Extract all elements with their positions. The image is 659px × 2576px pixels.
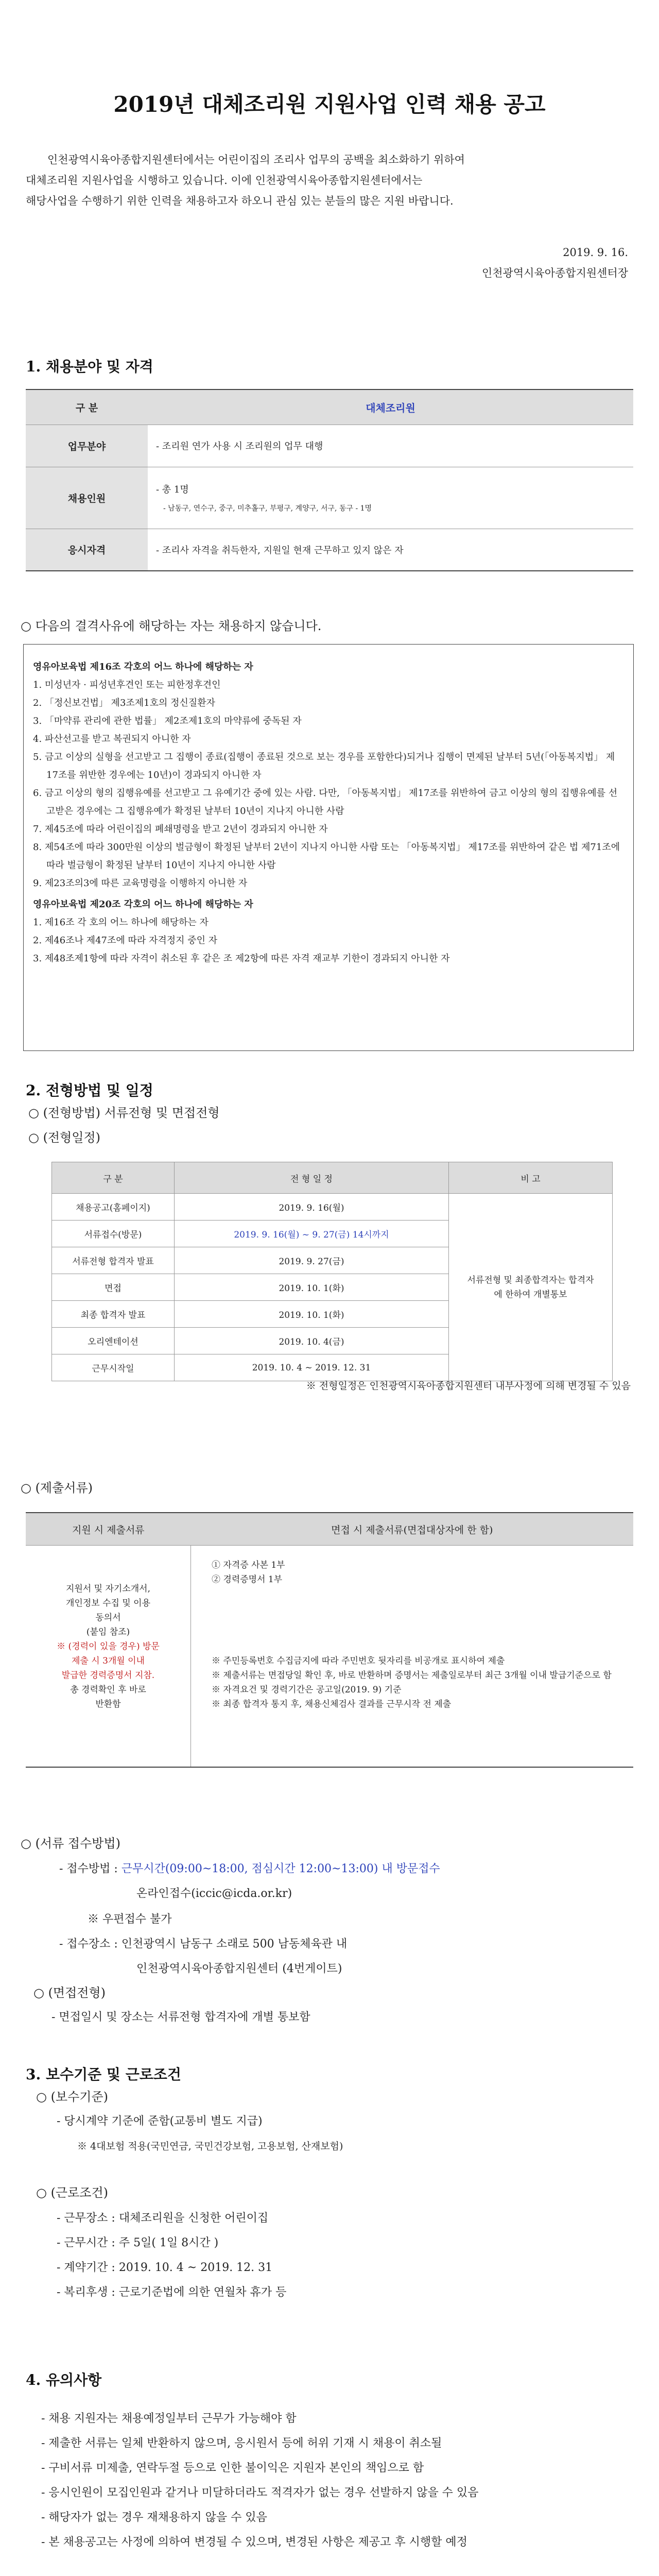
schedule-item: 근무시작일 xyxy=(52,1354,175,1381)
row-label: 업무분야 xyxy=(26,425,148,467)
schedule-date: 2019. 9. 27(금) xyxy=(175,1247,449,1274)
doc-line: ① 자격증 사본 1부 xyxy=(212,1560,285,1570)
schedule-item: 최종 합격자 발표 xyxy=(52,1301,175,1328)
receipt-method-value: 근무시간(09:00~18:00, 점심시간 12:00~13:00) 내 방문접수 xyxy=(121,1862,440,1875)
documents-heading: ○ (제출서류) xyxy=(21,1481,93,1495)
condition-item: - 근무장소 : 대체조리원을 신청한 어린이집 xyxy=(57,2212,269,2225)
column-header: 면접 시 제출서류(면접대상자에 한 함) xyxy=(191,1513,634,1546)
receipt-mail-note: ※ 우편접수 불가 xyxy=(88,1913,172,1926)
caution-item: - 제출한 서류는 일체 반환하지 않으며, 응시원서 등에 허위 기재 시 채용이 취소될 xyxy=(41,2437,442,2450)
pay-heading: ○ (보수기준) xyxy=(36,2090,109,2104)
receipt-method xyxy=(59,1859,440,1879)
schedule-date: 2019. 10. 4(금) xyxy=(175,1328,449,1354)
section-2-title: 2. 전형방법 및 일정 xyxy=(26,1082,153,1099)
list-item: 3. 제48조제1항에 따라 자격이 취소된 후 같은 조 제2항에 따른 자격 재교부 기한이 경과되지 아니한 자 xyxy=(33,953,450,964)
table-row xyxy=(26,1546,633,1767)
caution-item: - 구비서류 미제출, 연락두절 등으로 인한 불이익은 지원자 본인의 책임으로 함 xyxy=(41,2462,424,2475)
issue-date: 2019. 9. 16. xyxy=(563,246,628,259)
row-value: 대체조리원 xyxy=(148,389,633,425)
doc-warning: 발급한 경력증명서 지참. xyxy=(61,1670,155,1681)
law-heading: 영유아보육법 제16조 각호의 어느 하나에 해당하는 자 xyxy=(33,662,253,672)
list-item: 8. 제54조에 따라 300만원 이상의 벌금형이 확정된 날부터 2년이 지나지 아니한 사람 또는 「아동복지법」 제17조를 위반하여 같은 법 제71조에 따라 벌금형이 확정된 날부터 10년이 지나지 아니한 사람 xyxy=(33,842,620,871)
receipt-email: 온라인접수(iccic@icda.or.kr) xyxy=(136,1887,292,1900)
table-row xyxy=(26,425,633,467)
caution-item: - 응시인원이 모집인원과 같거나 미달하더라도 적격자가 없는 경우 선발하지 않을 수 있음 xyxy=(41,2486,479,2499)
intro-line: 대체조리원 지원사업을 시행하고 있습니다. 이에 인천광역시육아종합지원센터에서는 xyxy=(26,174,423,187)
schedule-item: 서류접수(방문) xyxy=(52,1221,175,1247)
row-label: 채용인원 xyxy=(26,467,148,529)
receipt-place-2: 인천광역시육아종합지원센터 (4번게이트) xyxy=(136,1962,342,1975)
law-heading: 영유아보육법 제20조 각호의 어느 하나에 해당하는 자 xyxy=(33,899,253,910)
doc-line: 총 경력확인 후 바로 xyxy=(70,1685,146,1695)
schedule-note: 서류전형 및 최종합격자는 합격자에 한하여 개별통보 xyxy=(449,1194,613,1381)
row-detail: - 남동구, 연수구, 중구, 미추홀구, 부평구, 계양구, 서구, 동구 - 1명 xyxy=(163,504,372,513)
issue-block xyxy=(482,242,628,283)
table-header-row xyxy=(26,1513,633,1546)
disqualification-list xyxy=(33,658,625,968)
list-item: 1. 미성년자 · 피성년후견인 또는 피한정후견인 xyxy=(33,680,221,690)
doc-line: 개인정보 수집 및 이용 xyxy=(65,1598,150,1608)
list-item: 6. 금고 이상의 형의 집행유예를 선고받고 그 유예기간 중에 있는 사람. 다만, 「아동복지법」 제17조를 위반하여 금고 이상의 형의 집행유예를 선고받은 경우에는 그 집행유예가 확정된 날부터 10년이 지나지 아니한 사람 xyxy=(33,788,618,817)
disqualification-heading: ○ 다음의 결격사유에 해당하는 자는 채용하지 않습니다. xyxy=(21,619,322,633)
schedule-date: 2019. 10. 1(화) xyxy=(175,1274,449,1301)
schedule-table xyxy=(51,1162,613,1381)
issuer: 인천광역시육아종합지원센터장 xyxy=(481,267,628,279)
list-item: 5. 금고 이상의 실형을 선고받고 그 집행이 종료(집행이 종료된 것으로 보는 경우를 포함한다)되거나 집행이 면제된 날부터 5년(「아동복지법」 제17조를 위반한 경우에는 10년)이 경과되지 아니한 자 xyxy=(33,752,615,781)
page-title: 2019년 대체조리원 지원사업 인력 채용 공고 xyxy=(113,92,546,117)
condition-item: - 복리후생 : 근로기준법에 의한 연월차 휴가 등 xyxy=(57,2286,287,2299)
table-row xyxy=(26,529,633,571)
schedule-item: 채용공고(홈페이지) xyxy=(52,1194,175,1221)
doc-note: ※ 주민등록번호 수집금지에 따라 주민번호 뒷자리를 비공개로 표시하여 제출 xyxy=(212,1656,505,1666)
row-label: 구 분 xyxy=(26,389,148,425)
list-item: 7. 제45조에 따라 어린이집의 폐쇄명령을 받고 2년이 경과되지 아니한 자 xyxy=(33,824,328,835)
doc-note: ※ 최종 합격자 통지 후, 채용신체검사 결과를 근무시작 전 제출 xyxy=(212,1699,452,1709)
doc-warning: ※ (경력이 있을 경우) 방문 xyxy=(57,1641,160,1652)
interview-documents xyxy=(191,1546,634,1767)
disqualification-box xyxy=(23,644,634,1051)
row-value: - 총 1명 xyxy=(156,484,189,495)
schedule-date: 2019. 10. 1(화) xyxy=(175,1301,449,1328)
doc-note: ※ 자격요건 및 경력기간은 공고일(2019. 9) 기준 xyxy=(212,1685,402,1695)
pay-info: - 당시계약 기준에 준함(교통비 별도 지급) xyxy=(57,2115,263,2128)
doc-line: 반환함 xyxy=(95,1699,121,1709)
schedule-date: 2019. 9. 16(월) ~ 9. 27(금) 14시까지 xyxy=(175,1221,449,1247)
intro-line: 해당사업을 수행하기 위한 인력을 채용하고자 하오니 관심 있는 분들의 많은 지원 바랍니다. xyxy=(26,195,454,207)
doc-warning: 제출 시 3개월 이내 xyxy=(72,1656,145,1666)
doc-line: 동의서 xyxy=(95,1613,121,1623)
table-header-row xyxy=(52,1162,613,1194)
schedule-date: 2019. 9. 16(월) xyxy=(175,1194,449,1221)
recruit-table xyxy=(26,389,633,571)
row-value: - 조리원 연가 사용 시 조리원의 업무 대행 xyxy=(148,425,633,467)
receipt-heading: ○ (서류 접수방법) xyxy=(21,1836,121,1851)
section-4-title: 4. 유의사항 xyxy=(26,2371,102,2388)
list-item: 2. 「정신보건법」 제3조제1호의 정신질환자 xyxy=(33,698,216,708)
list-item: 2. 제46조나 제47조에 따라 자격정지 중인 자 xyxy=(33,935,218,946)
row-label: 응시자격 xyxy=(26,529,148,571)
doc-line: ② 경력증명서 1부 xyxy=(212,1574,283,1585)
column-header: 비 고 xyxy=(449,1162,613,1194)
column-header: 구 분 xyxy=(52,1162,175,1194)
screening-method: ○ (전형방법) 서류전형 및 면접전형 xyxy=(28,1106,220,1120)
schedule-item: 서류전형 합격자 발표 xyxy=(52,1247,175,1274)
schedule-item: 오리엔테이션 xyxy=(52,1328,175,1354)
column-header: 지원 시 제출서류 xyxy=(26,1513,191,1546)
condition-item: - 계약기간 : 2019. 10. 4 ~ 2019. 12. 31 xyxy=(57,2261,273,2274)
doc-line: 지원서 및 자기소개서, xyxy=(65,1584,150,1594)
receipt-method-label: - 접수방법 : xyxy=(59,1862,118,1875)
doc-note: ※ 제출서류는 면접당일 확인 후, 바로 반환하며 증명서는 제출일로부터 최근 3개월 이내 발급기준으로 함 xyxy=(212,1670,612,1681)
application-documents xyxy=(26,1546,191,1767)
schedule-label: ○ (전형일정) xyxy=(28,1130,101,1145)
intro-line: 인천광역시육아종합지원센터에서는 어린이집의 조리사 업무의 공백을 최소화하기 위하여 xyxy=(47,154,465,166)
list-item: 3. 「마약류 관리에 관한 법률」 제2조제1호의 마약류에 중독된 자 xyxy=(33,716,302,726)
schedule-item: 면접 xyxy=(52,1274,175,1301)
row-value: - 조리사 자격을 취득한자, 지원일 현재 근무하고 있지 않은 자 xyxy=(148,529,633,571)
intro-text xyxy=(26,149,633,211)
caution-item: - 해당자가 없는 경우 재채용하지 않을 수 있음 xyxy=(41,2511,267,2524)
list-item: 9. 제23조의3에 따른 교육명령을 이행하지 아니한 자 xyxy=(33,878,248,889)
table-row xyxy=(26,389,633,425)
section-1-title: 1. 채용분야 및 자격 xyxy=(26,358,153,375)
receipt-place: - 접수장소 : 인천광역시 남동구 소래로 500 남동체육관 내 xyxy=(59,1938,348,1951)
list-item: 4. 파산선고를 받고 복권되지 아니한 자 xyxy=(33,734,191,744)
interview-info: - 면접일시 및 장소는 서류전형 합격자에 개별 통보함 xyxy=(51,2011,310,2024)
insurance-note: ※ 4대보험 적용(국민연금, 국민건강보험, 고용보험, 산재보험) xyxy=(77,2141,343,2152)
row-value-cell xyxy=(148,467,633,529)
doc-line: (붙임 참조) xyxy=(86,1627,130,1637)
caution-item: - 본 채용공고는 사정에 의하여 변경될 수 있으며, 변경된 사항은 제공고 후 시행할 예정 xyxy=(41,2536,467,2549)
table-row xyxy=(52,1194,613,1221)
list-item: 1. 제16조 각 호의 어느 하나에 해당하는 자 xyxy=(33,917,209,928)
schedule-date: 2019. 10. 4 ~ 2019. 12. 31 xyxy=(175,1354,449,1381)
caution-item: - 채용 지원자는 채용예정일부터 근무가 가능해야 함 xyxy=(41,2412,297,2425)
section-3-title: 3. 보수기준 및 근로조건 xyxy=(26,2066,181,2083)
column-header: 전 형 일 정 xyxy=(175,1162,449,1194)
table-row xyxy=(26,467,633,529)
condition-item: - 근무시간 : 주 5일( 1일 8시간 ) xyxy=(57,2236,219,2249)
schedule-footnote: ※ 전형일정은 인천광역시육아종합지원센터 내부사정에 의해 변경될 수 있음 xyxy=(306,1380,631,1392)
interview-heading: ○ (면접전형) xyxy=(33,1986,106,2000)
conditions-heading: ○ (근로조건) xyxy=(36,2185,109,2200)
documents-table xyxy=(26,1512,633,1768)
